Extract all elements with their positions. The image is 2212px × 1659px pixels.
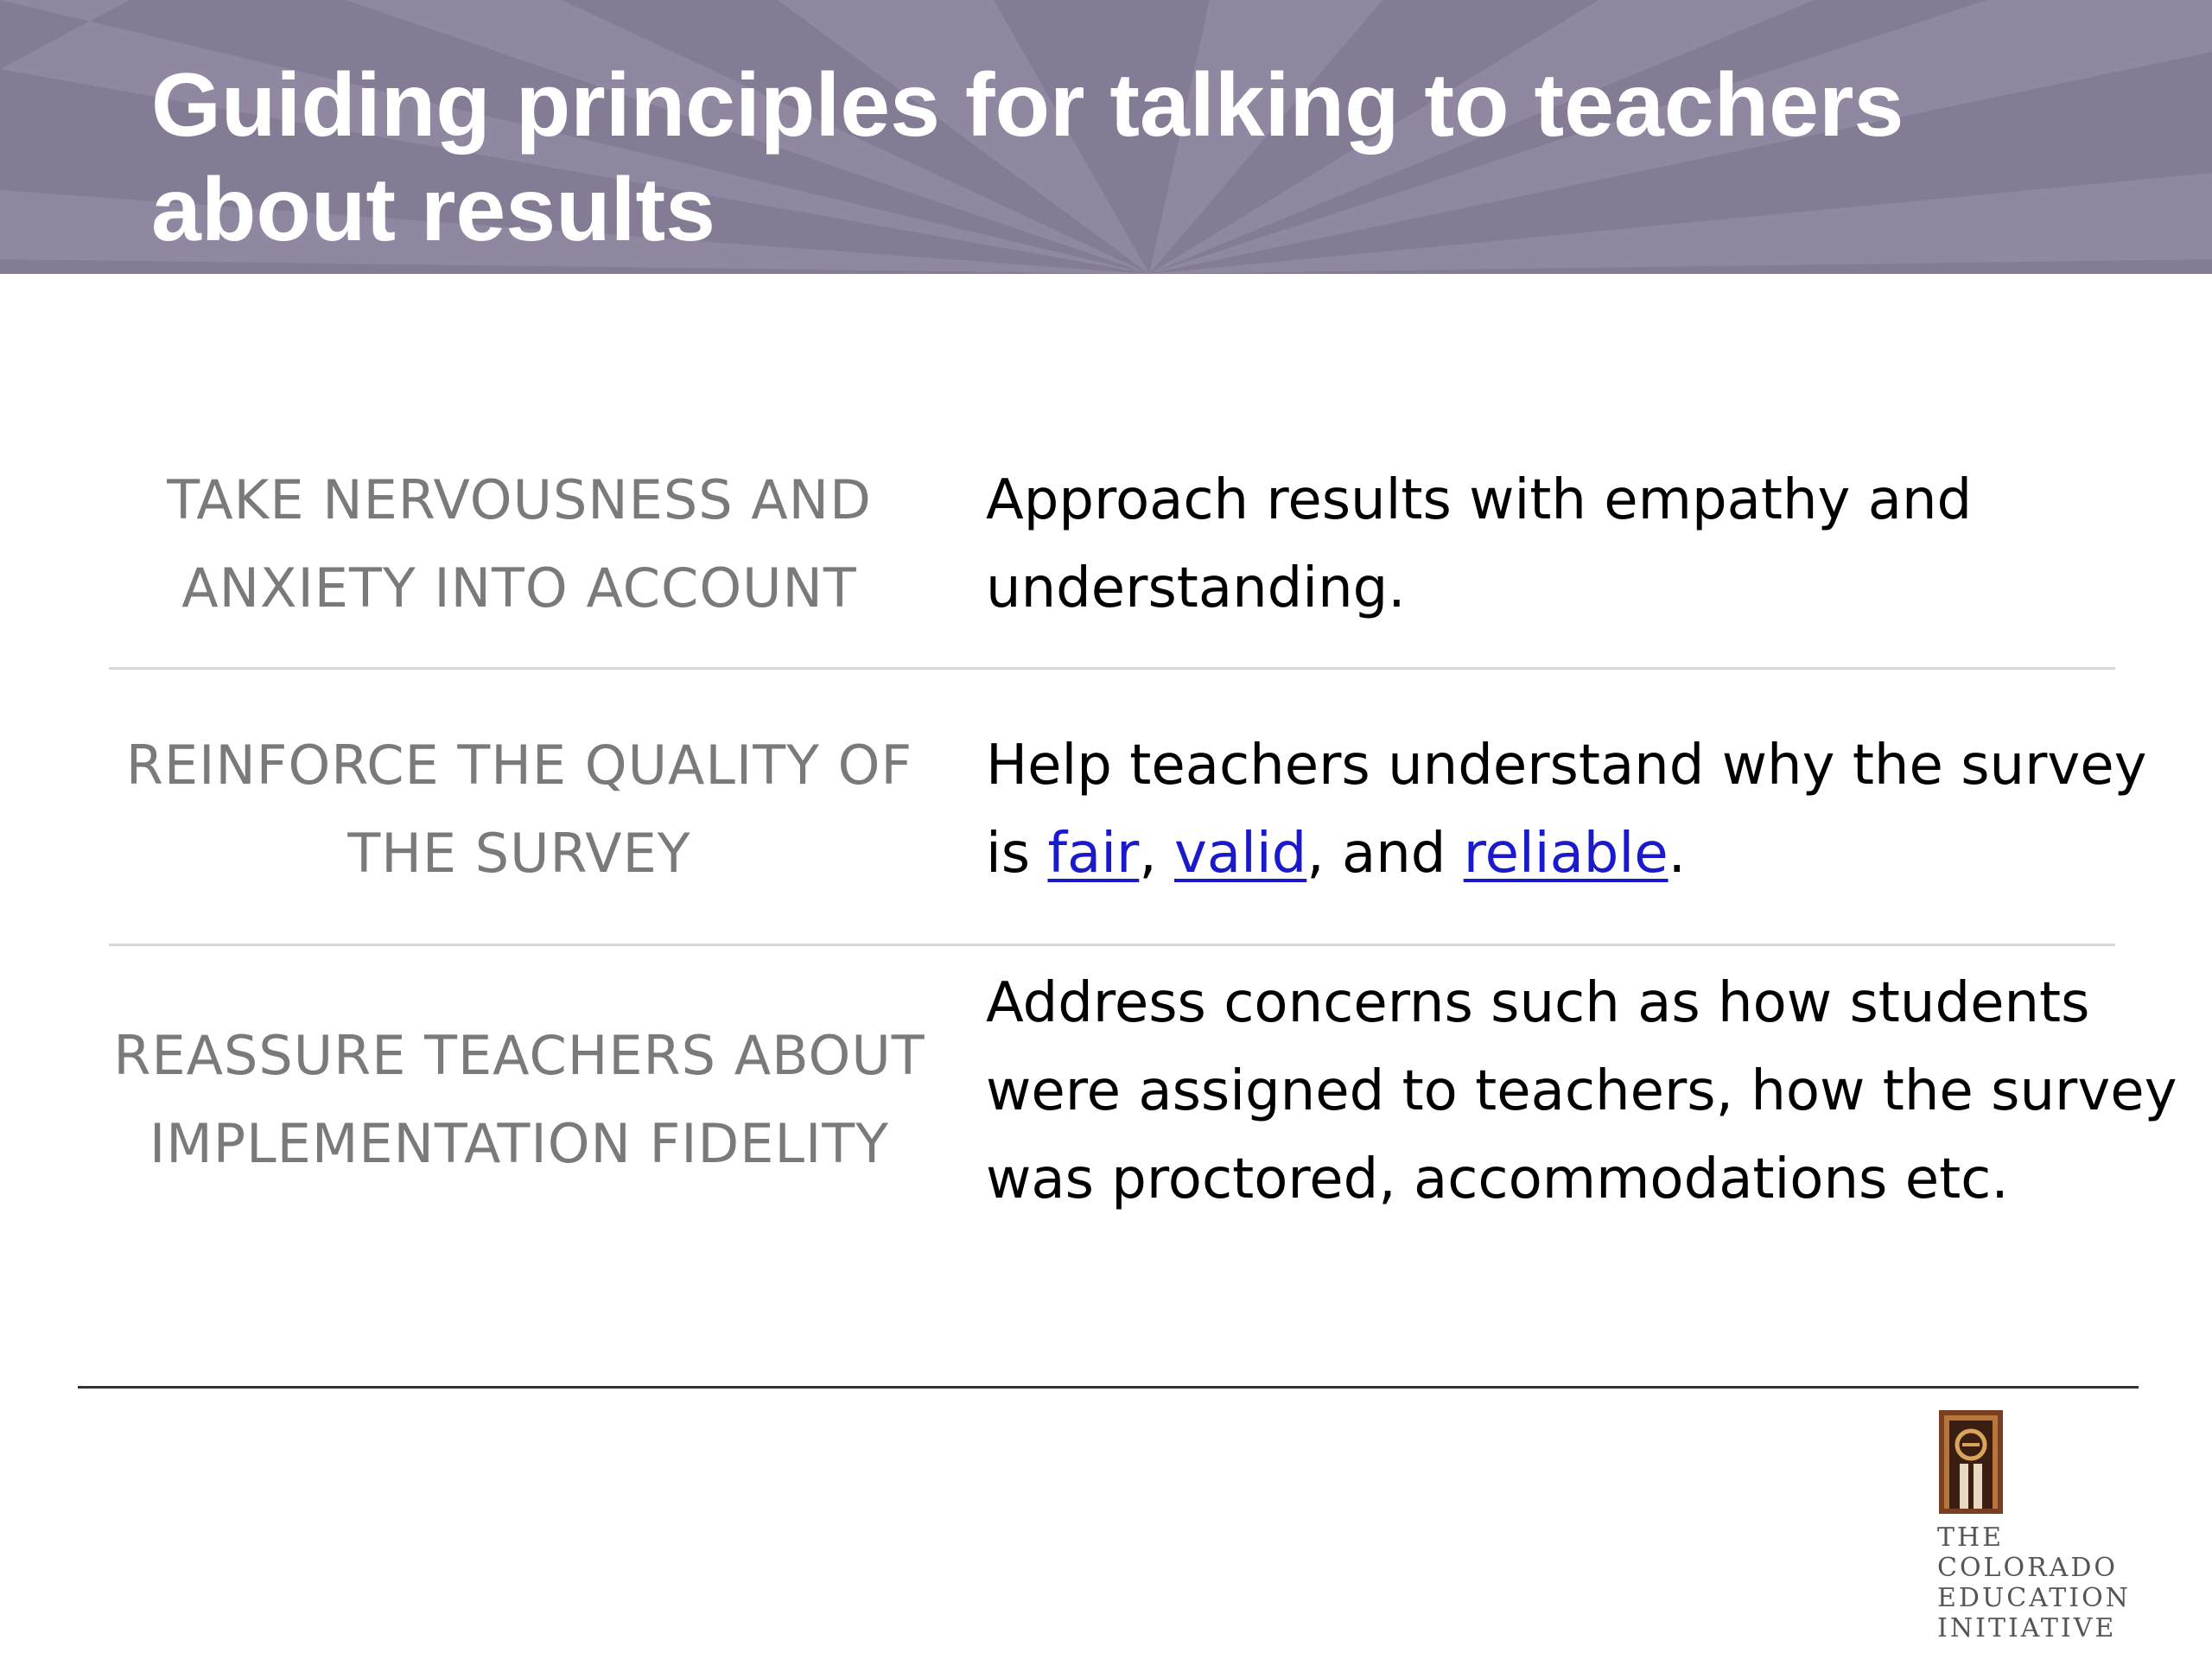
cei-logo-icon (1937, 1408, 2006, 1516)
principle-row (109, 456, 2115, 672)
logo-text-line: INITIATIVE (1937, 1613, 2117, 1643)
principle-label: TAKE NERVOUSNESS AND ANXIETY INTO ACCOUNT (167, 468, 872, 620)
title-banner (0, 0, 2212, 274)
principle-description (986, 721, 2187, 898)
principle-label: REASSURE TEACHERS ABOUT IMPLEMENTATION FIDELITY (113, 1024, 925, 1175)
colorado-education-initiative-logo (1937, 1408, 2131, 1650)
separator-comma: , (1139, 822, 1174, 886)
principle-label: REINFORCE THE QUALITY OF THE SURVEY (125, 734, 913, 885)
logo-text-line: COLORADO (1937, 1553, 2118, 1583)
principle-row (109, 721, 2147, 946)
principle-row (109, 959, 2177, 1322)
logo-text-line: THE (1937, 1522, 2005, 1553)
row-divider (109, 944, 2115, 946)
sentence-end: . (1668, 822, 1686, 886)
description-text: Help teachers understand why the survey is (986, 734, 2147, 886)
footer-rule (78, 1386, 2139, 1389)
logo-text-line: EDUCATION (1937, 1583, 2131, 1613)
separator-and: , and (1306, 822, 1464, 886)
principle-description: Approach results with empathy and understanding. (986, 468, 1973, 620)
valid-link[interactable]: valid (1174, 822, 1307, 886)
principle-description: Address concerns such as how students were assigned to teachers, how the survey was proctored, accommodations etc. (986, 971, 2177, 1211)
slide-title: Guiding principles for talking to teachers about results (151, 55, 1904, 260)
reliable-link[interactable]: reliable (1463, 822, 1669, 886)
row-divider (109, 667, 2115, 670)
fair-link[interactable]: fair (1047, 822, 1140, 886)
